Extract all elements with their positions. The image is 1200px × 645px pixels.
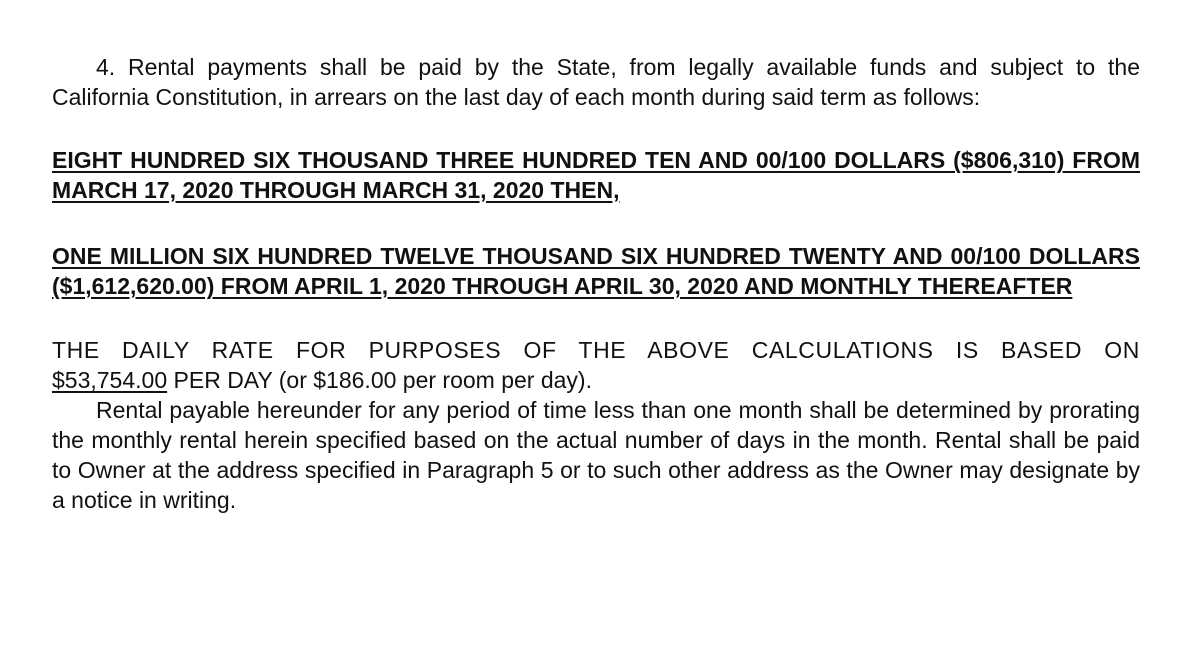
document-page [52,52,1140,515]
daily-rate-amount: $53,754.00 [52,367,168,393]
paragraph-prorating: Rental payable hereunder for any period of time less than one month shall be determined by prorating the monthly rental herein specified based on the actual number of days in the month. Rental shall be paid to Owner at the address specified in Paragraph 5 or to such other address as the Owner may designate by a notice in writing. [52,397,1140,513]
daily-rate-statement [52,335,1140,395]
payment-period-march: EIGHT HUNDRED SIX THOUSAND THREE HUNDRED TEN AND 00/100 DOLLARS ($806,310) FROM MARCH 17, 2020 THROUGH MARCH 31, 2020 THEN, [52,147,1140,203]
daily-rate-detail: PER DAY (or $186.00 per room per day). [173,367,592,393]
daily-rate-heading: THE DAILY RATE FOR PURPOSES OF THE ABOVE CALCULATIONS IS BASED ON [52,337,1140,363]
payment-period-april-onward: ONE MILLION SIX HUNDRED TWELVE THOUSAND SIX HUNDRED TWENTY AND 00/100 DOLLARS ($1,612,620.00) FROM APRIL 1, 2020 THROUGH APRIL 30, 2020 AND MONTHLY THEREAFTER [52,243,1140,299]
paragraph-rental-payments: 4. Rental payments shall be paid by the State, from legally available funds and subject to the California Constitution, in arrears on the last day of each month during said term as follows: [52,54,1140,110]
